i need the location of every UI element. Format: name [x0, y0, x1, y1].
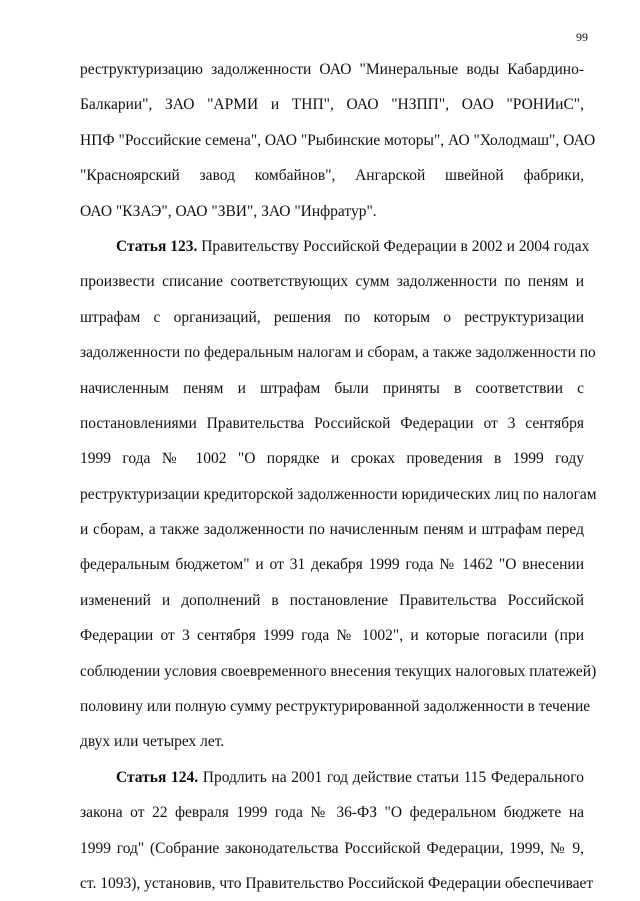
text-line: "Красноярский завод комбайнов", Ангарской швейной фабрики, — [80, 167, 584, 185]
page-number: 99 — [576, 30, 588, 44]
article-124 — [80, 760, 594, 901]
text-line: ОАО "КЗАЭ", ОАО "ЗВИ", ЗАО "Инфратур". — [80, 202, 377, 220]
article-123-label: Статья 123. — [116, 237, 198, 255]
paragraph-continuation — [80, 52, 596, 229]
text-line: двух или четырех лет. — [80, 733, 225, 751]
text-line: задолженности по федеральным налогам и сборам, а также задолженности по — [80, 344, 596, 362]
article-123 — [80, 229, 597, 760]
text-line: 1999 года № 1002 "О порядке и сроках проведения в 1999 году — [80, 450, 584, 468]
text-line — [80, 760, 584, 795]
text-line — [80, 229, 590, 264]
document-body — [80, 52, 597, 901]
text-line: постановлениями Правительства Российской Федерации от 3 сентября — [80, 414, 584, 432]
text-line: закона от 22 февраля 1999 года № 36-ФЗ "О федеральном бюджете на — [80, 804, 584, 822]
article-124-label: Статья 124. — [116, 768, 199, 786]
text-line: реструктуризации кредиторской задолженности юридических лиц по налогам — [80, 485, 597, 503]
text-line: соблюдении условия своевременного внесения текущих налоговых платежей) — [80, 662, 597, 680]
text-line: штрафам с организаций, решения по которым о реструктуризации — [80, 308, 584, 326]
text-line: ст. 1093), установив, что Правительство Российской Федерации обеспечивает — [80, 874, 594, 892]
text-line: половину или полную сумму реструктурированной задолженности в течение — [80, 698, 591, 716]
text-line: федеральным бюджетом" и от 31 декабря 1999 года № 1462 "О внесении — [80, 556, 584, 574]
text-line: и сборам, а также задолженности по начисленным пеням и штрафам перед — [80, 521, 584, 539]
article-123-first-line: Правительству Российской Федерации в 2002 и 2004 годах — [197, 237, 590, 255]
text-line: начисленным пеням и штрафам были приняты в соответствии с — [80, 379, 584, 397]
article-124-first-line: Продлить на 2001 год действие статьи 115 Федерального — [198, 768, 584, 786]
text-line: Федерации от 3 сентября 1999 года № 1002", и которые погасили (при — [80, 627, 584, 645]
text-line: изменений и дополнений в постановление Правительства Российской — [80, 591, 584, 609]
text-line: 1999 год" (Собрание законодательства Российской Федерации, 1999, № 9, — [80, 839, 584, 857]
text-line: реструктуризацию задолженности ОАО "Минеральные воды Кабардино- — [80, 61, 584, 78]
text-line: Балкарии", ЗАО "АРМИ и ТНП", ОАО "НЗПП", ОАО "РОНИиС", — [80, 96, 584, 114]
text-line: НПФ "Российские семена", ОАО "Рыбинские моторы", АО "Холодмаш", ОАО — [80, 131, 596, 149]
text-line: произвести списание соответствующих сумм задолженности по пеням и — [80, 273, 584, 291]
